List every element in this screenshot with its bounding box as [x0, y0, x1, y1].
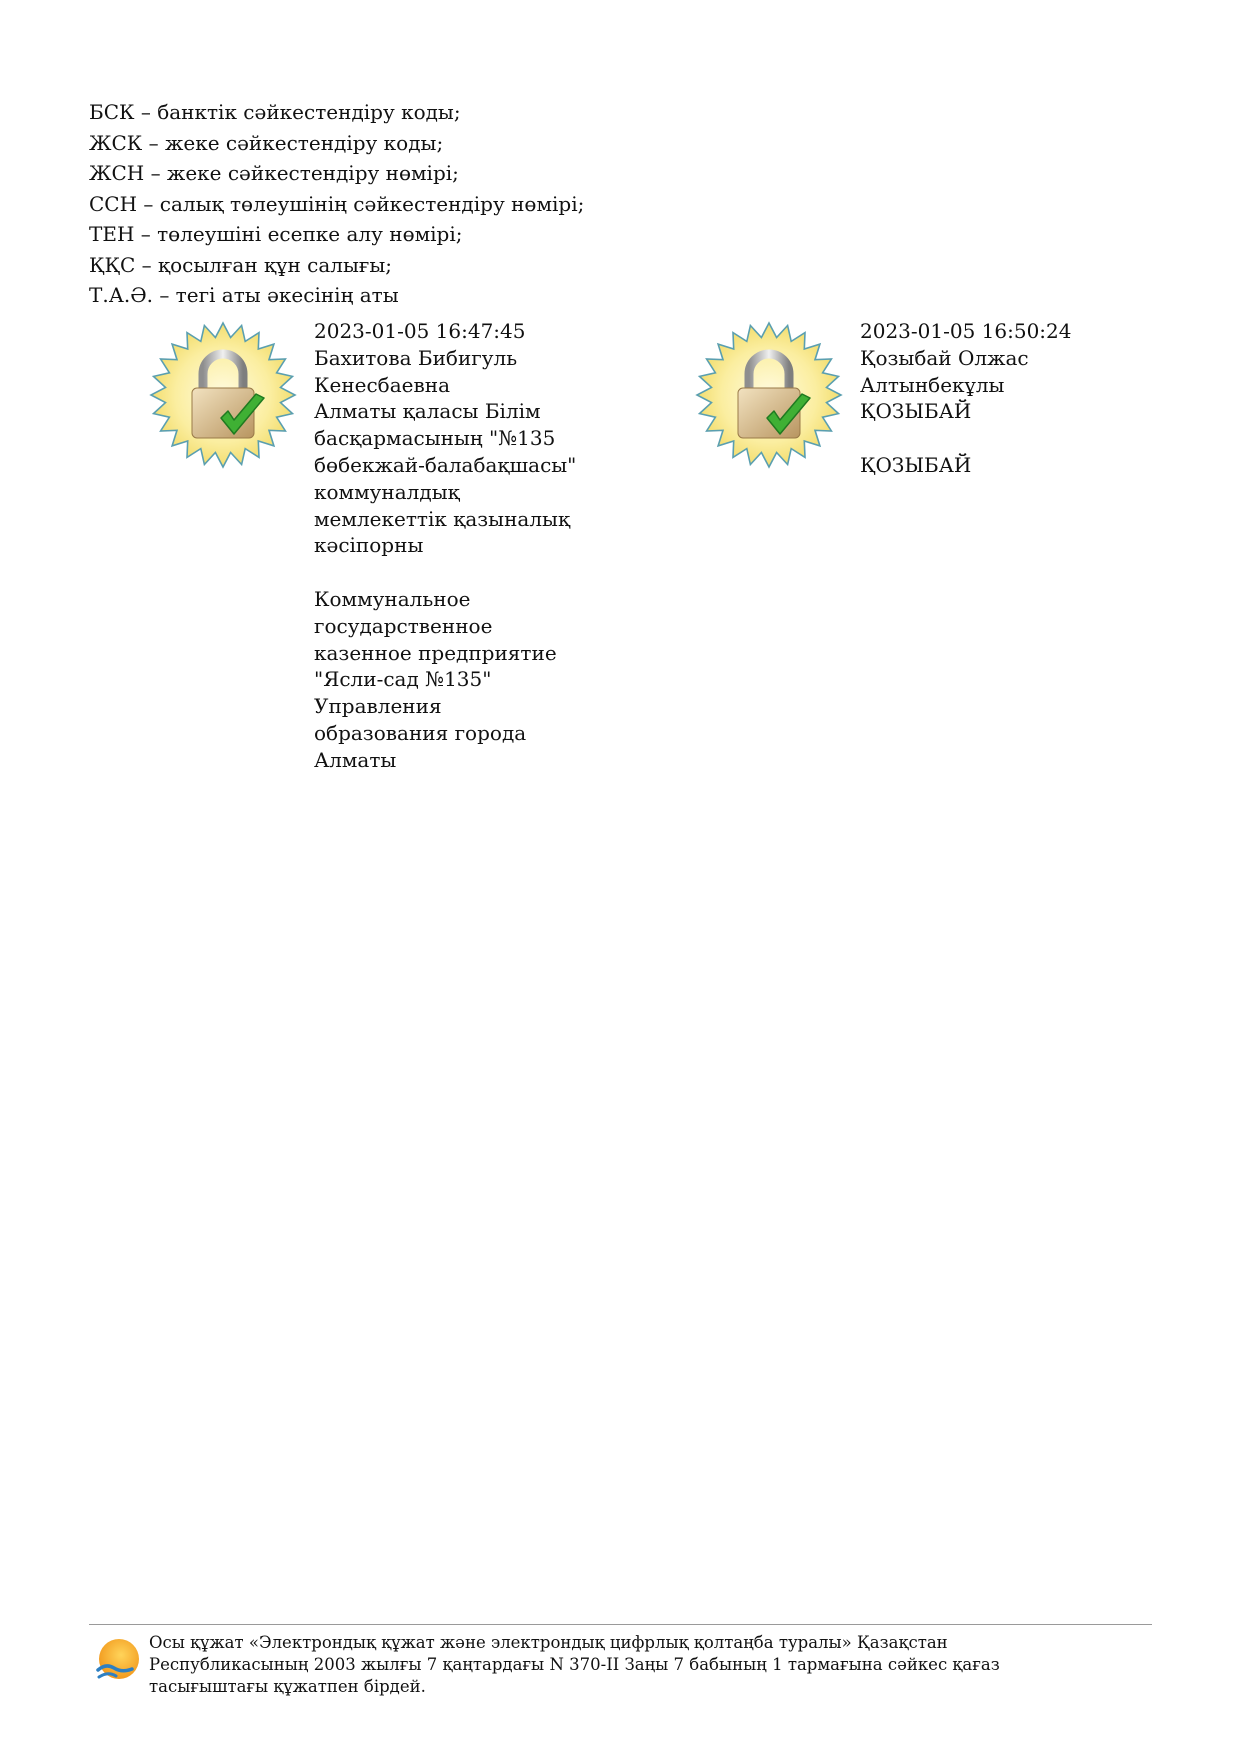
- signature-details: [860, 318, 1072, 479]
- signature-line: басқармасының "№135: [314, 426, 556, 451]
- footer-divider: [89, 1624, 1152, 1625]
- abbreviation-item: ҚҚС – қосылған құн салығы;: [89, 252, 393, 277]
- signature-line: Коммунальное: [314, 586, 471, 611]
- abbreviation-item: ССН – салық төлеушінің сәйкестендіру нөмірі;: [89, 191, 585, 216]
- abbreviation-item: Т.А.Ә. – тегі аты әкесінің аты: [89, 283, 399, 307]
- footer-legal-notice: Осы құжат «Электрондық құжат және электрондық цифрлық қолтаңба туралы» Қазақстан Республикасының 2003 жылғы 7 қаңтардағы N 370-II Заңы 7 бабының 1 тармағына сәйкес қағаз тасығыштағы құжатпен бірдей.: [149, 1633, 1000, 1696]
- verified-seal-icon: [694, 318, 844, 473]
- signature-details: [314, 318, 576, 774]
- signature-line: Қозыбай Олжас: [860, 345, 1029, 370]
- signature-line: казенное предприятие: [314, 640, 557, 665]
- signature-line: ҚОЗЫБАЙ: [860, 452, 972, 477]
- abbreviation-item: ЖСН – жеке сәйкестендіру нөмірі;: [89, 161, 459, 185]
- signature-line: Кенесбаевна: [314, 372, 450, 397]
- signature-line: ҚОЗЫБАЙ: [860, 399, 972, 424]
- abbreviations-list: [89, 97, 584, 311]
- signature-line: Алтынбекұлы: [860, 372, 1005, 397]
- verified-seal-icon: [148, 318, 298, 473]
- signature-line: коммуналдық: [314, 479, 460, 504]
- signature-line: [860, 425, 1072, 452]
- signature-line: Алматы қаласы Білім: [314, 399, 541, 424]
- abbreviation-item: БСК – банктік сәйкестендіру коды;: [89, 100, 461, 124]
- signature-line: Алматы: [314, 747, 397, 772]
- signature-line: "Ясли-сад №135": [314, 667, 492, 692]
- abbreviation-item: ТЕН – төлеушіні есепке алу нөмірі;: [89, 222, 463, 246]
- abbreviation-item: ЖСК – жеке сәйкестендіру коды;: [89, 130, 444, 155]
- signature-line: [314, 559, 576, 586]
- signature-timestamp: 2023-01-05 16:47:45: [314, 319, 526, 343]
- signature-timestamp: 2023-01-05 16:50:24: [860, 319, 1072, 343]
- signature-line: образования города: [314, 720, 527, 745]
- egov-logo-icon: [92, 1636, 142, 1686]
- signature-line: бөбекжай-балабақшасы": [314, 452, 577, 477]
- signature-line: Управления: [314, 694, 442, 719]
- signature-line: Бахитова Бибигуль: [314, 345, 518, 370]
- signature-line: мемлекеттік қазыналық: [314, 506, 571, 531]
- signature-line: кәсіпорны: [314, 533, 424, 558]
- signature-line: государственное: [314, 613, 493, 638]
